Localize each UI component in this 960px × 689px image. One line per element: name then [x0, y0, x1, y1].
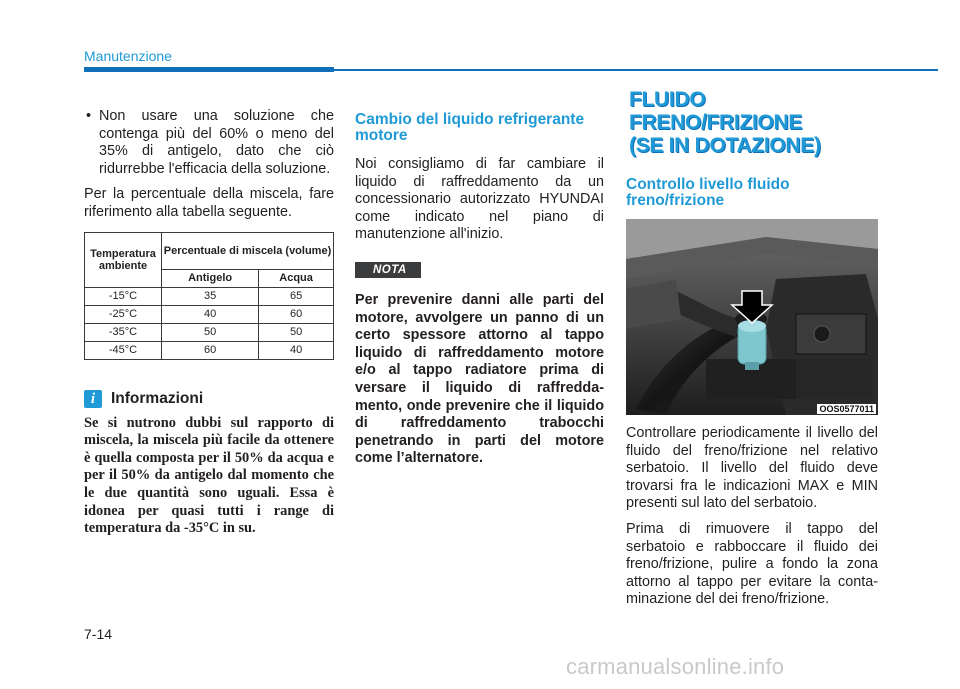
table-row: [85, 323, 334, 341]
bullet-dot-icon: •: [86, 108, 92, 124]
coolant-change-heading: Cambio del liquido refrigerante motore: [355, 111, 585, 144]
page-number: 7-14: [84, 626, 113, 642]
mixture-table: [84, 232, 334, 360]
fluid-check-text-1: Controllare periodicamente il livello del fluido del freno/frizione nel relativo serbatoio. Il livello del fluido deve trovarsi fra le indicazioni MAX e MIN presenti sul lato del serbatoio.: [626, 425, 878, 512]
header-acqua: Acqua: [259, 269, 334, 287]
cell-acqua: 60: [259, 305, 334, 323]
table-row: [85, 287, 334, 305]
cell-temp: -25°C: [85, 305, 162, 323]
bullet-text: Non usare una soluzione che contenga più del 60% o meno del 35% di antigelo, dato che ciò ridurrebbe l'efficacia della soluzione.: [99, 108, 334, 177]
watermark: carmanualsonline.info: [566, 654, 785, 679]
info-title: Informazioni: [111, 389, 204, 407]
bullet-paragraph: [84, 108, 334, 178]
cell-acqua: 65: [259, 287, 334, 305]
section-heading: [629, 88, 878, 157]
column-left: [84, 108, 334, 538]
info-icon: i: [84, 390, 102, 408]
cell-antigelo: 60: [162, 341, 259, 359]
nota-label: NOTA: [355, 262, 421, 278]
header-rule-thin: [334, 69, 938, 71]
fluid-check-text-2: Prima di rimuovere il tappo del serbatoio e rabboccare il fluido dei freno/frizione, pulire a fondo la zona attorno al tappo per evitare la conta-minazione del dei freno/frizione.: [626, 520, 878, 608]
photo-code: OOS0577011: [819, 404, 874, 414]
engine-bay-photo: [626, 219, 878, 415]
section-heading-line1: FLUIDO FRENO/FRIZIONE: [629, 88, 803, 134]
info-header: [84, 390, 334, 408]
section-title: Manutenzione: [84, 48, 172, 64]
nota-text: Per prevenire danni alle parti del motore, avvolgere un panno di un certo spessore attorno al tappo liquido di raffreddamento motore e/o al tappo radiatore prima di versare il liquido di raffredda-mento, onde prevenire che il liquido di raffreddamento trabocchi penetrando in parti del motore come l’alternatore.: [355, 291, 604, 467]
section-heading-line2: (SE IN DOTAZIONE): [629, 134, 821, 157]
info-text: Se si nutrono dubbi sul rapporto di miscela, la miscela più facile da ottenere è quella composta per il 50% da acqua e per il 50% da antigelo dal momento che le due quantità sono uguali. Essa è idonea per quasi tutti i range di temperatura da -35°C in su.: [84, 414, 334, 537]
table-row: [85, 341, 334, 359]
header-rule-thick: [84, 67, 334, 72]
cell-acqua: 50: [259, 323, 334, 341]
header-antigelo: Antigelo: [162, 269, 259, 287]
cell-temp: -35°C: [85, 323, 162, 341]
header-temperature: Temperatura ambiente: [85, 232, 162, 287]
cell-antigelo: 50: [162, 323, 259, 341]
column-middle: [355, 112, 604, 468]
column-right: [626, 88, 878, 617]
coolant-change-text: Noi consigliamo di far cambiare il liquido di raffreddamento da un concessionario autorizzato HYUNDAI come indicato nel piano di manutenzione all'inizio.: [355, 156, 604, 243]
cell-antigelo: 35: [162, 287, 259, 305]
cell-temp: -15°C: [85, 287, 162, 305]
engine-bay-illustration: [626, 219, 878, 415]
cell-antigelo: 40: [162, 305, 259, 323]
table-row: [85, 305, 334, 323]
cell-temp: -45°C: [85, 341, 162, 359]
reference-paragraph: Per la percentuale della miscela, fare riferimento alla tabella seguente.: [84, 186, 334, 220]
header-percentage: Percentuale di miscela (volume): [162, 232, 334, 269]
fluid-check-heading: Controllo livello fluido freno/frizione: [626, 176, 790, 209]
cell-acqua: 40: [259, 341, 334, 359]
